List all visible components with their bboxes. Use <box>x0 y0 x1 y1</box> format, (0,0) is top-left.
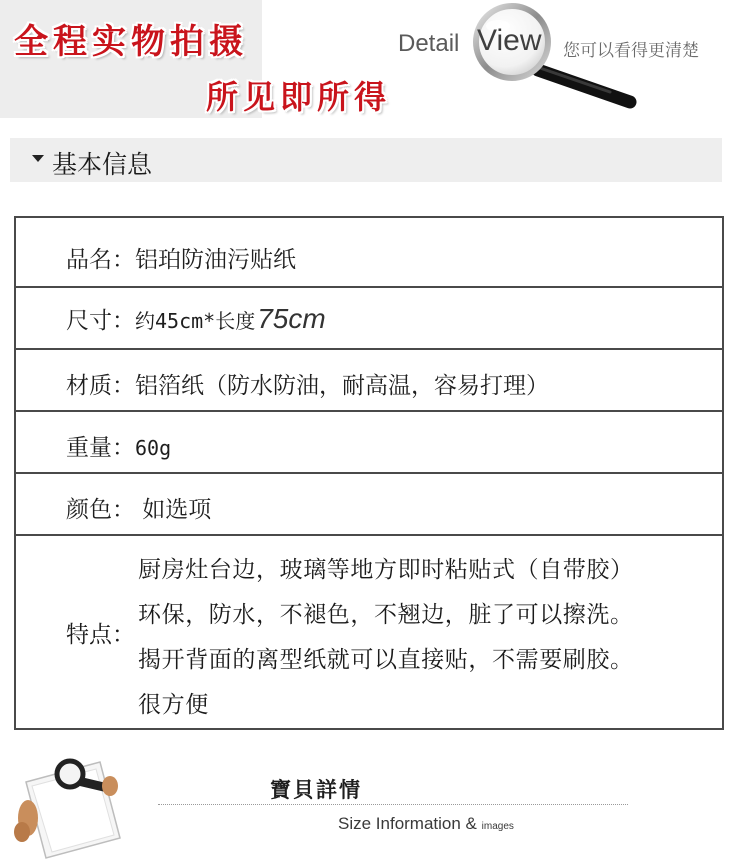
section-header[interactable] <box>10 138 722 182</box>
slogan-real-photos: 全程实物拍摄 <box>14 22 248 62</box>
header-banner <box>0 0 740 122</box>
footer-subtitle <box>338 814 514 834</box>
material-label: 材质： <box>66 373 135 399</box>
document-magnifier-icon <box>8 752 138 864</box>
feature-line: 环保，防水，不褪色，不翘边，脏了可以擦洗。 <box>138 602 634 628</box>
info-row-material <box>16 350 722 412</box>
material-value: 铝箔纸（防水防油，耐高温，容易打理） <box>135 373 549 399</box>
product-info-table <box>14 216 724 730</box>
footer-subtitle-main: Size Information & <box>338 814 477 833</box>
footer-divider <box>158 804 628 805</box>
color-label: 颜色： <box>66 497 135 523</box>
footer-title: 寶貝詳情 <box>270 778 362 802</box>
feature-line: 很方便 <box>138 692 209 718</box>
detail-label: Detail <box>398 30 460 57</box>
info-row-features <box>16 536 722 728</box>
feature-line: 揭开背面的离型纸就可以直接贴，不需要刷胶。 <box>138 647 634 673</box>
info-row-size <box>16 288 722 350</box>
view-label: View <box>477 24 542 57</box>
color-value: 如选项 <box>135 497 212 523</box>
weight-label: 重量： <box>66 435 135 461</box>
material-cell <box>66 367 549 400</box>
name-cell <box>66 241 296 274</box>
size-length: 75cm <box>257 303 326 334</box>
feature-line: 厨房灶台边，玻璃等地方即时粘贴式（自带胶） <box>138 557 634 583</box>
info-row-weight <box>16 412 722 474</box>
name-value: 铝珀防油污贴纸 <box>135 247 296 273</box>
feature-label: 特点： <box>66 622 135 648</box>
detail-hint-text: 您可以看得更清楚 <box>563 41 699 61</box>
info-row-color <box>16 474 722 536</box>
section-title: 基本信息 <box>52 150 153 179</box>
footer-detail-banner <box>0 748 740 868</box>
footer-subtitle-small: images <box>481 821 514 832</box>
size-label: 尺寸： <box>66 308 135 334</box>
name-label: 品名： <box>66 247 135 273</box>
size-value: 约45cm*长度 <box>135 309 256 333</box>
slogan-wysiwyg: 所见即所得 <box>206 78 392 116</box>
info-row-name <box>16 218 722 288</box>
size-cell <box>66 302 326 335</box>
weight-cell <box>66 429 171 462</box>
caret-down-icon <box>32 155 44 162</box>
feature-text <box>138 548 722 728</box>
weight-value: 60g <box>135 436 172 460</box>
color-cell <box>66 491 211 524</box>
